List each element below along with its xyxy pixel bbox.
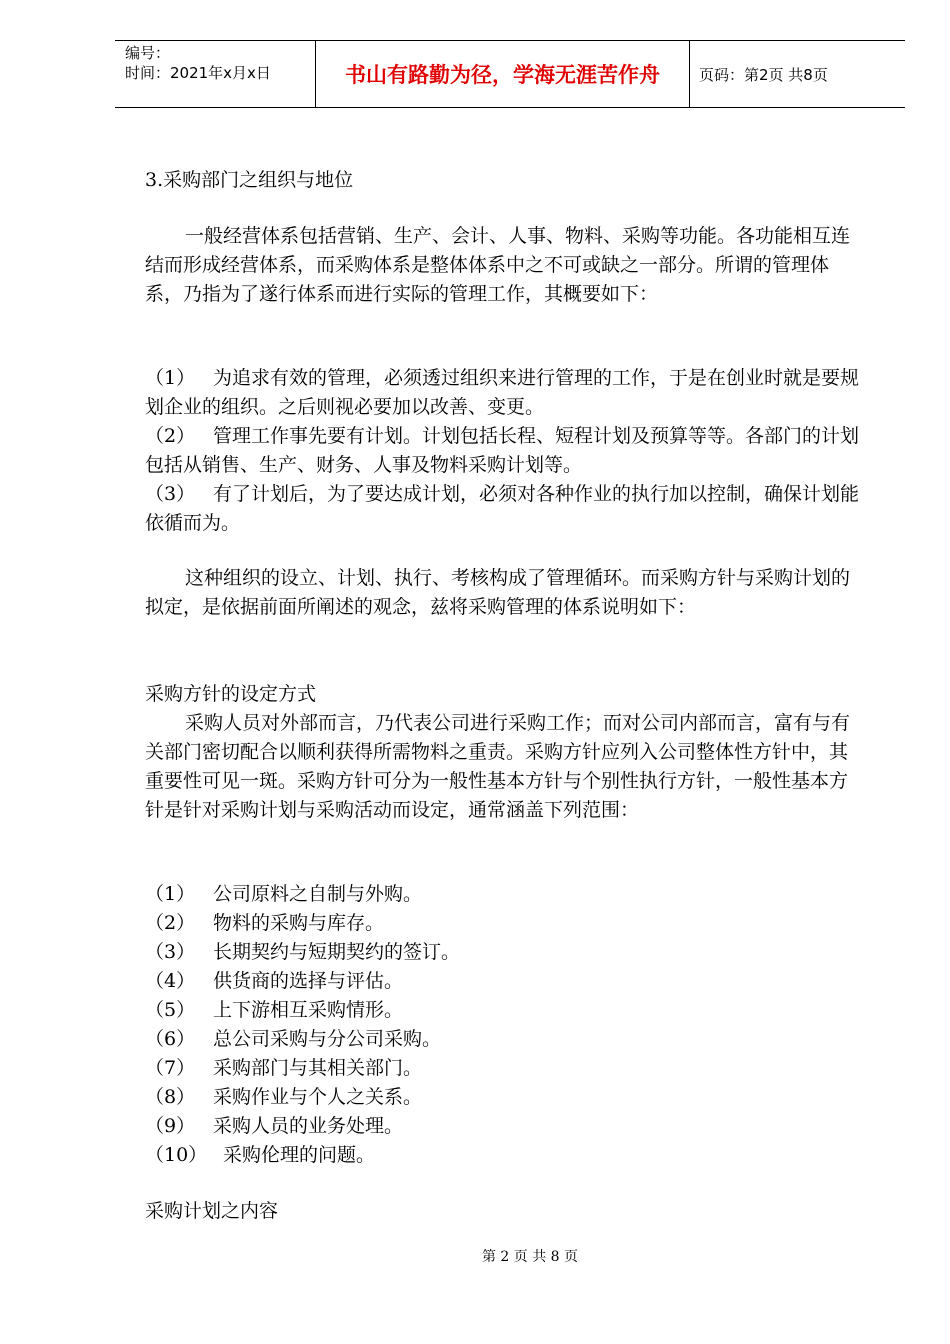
list-item	[145, 422, 865, 480]
list-item-number: （7）	[145, 1057, 196, 1079]
list-item-text: 物料的采购与库存。	[213, 912, 385, 934]
list-item	[145, 938, 865, 967]
list-item-text: 采购作业与个人之关系。	[213, 1086, 423, 1108]
list-item	[145, 1112, 865, 1141]
list-item-text: 供货商的选择与评估。	[213, 970, 404, 992]
list-item-text: 采购人员的业务处理。	[213, 1115, 404, 1137]
code-label: 编号：	[125, 44, 171, 62]
list-item-number: （1）	[145, 367, 196, 389]
list-item-number: （6）	[145, 1028, 196, 1050]
header-meta	[125, 43, 315, 83]
list-item	[145, 909, 865, 938]
list-item-text: 总公司采购与分公司采购。	[213, 1028, 442, 1050]
list-item-number: （2）	[145, 425, 196, 447]
list-item-number: （2）	[145, 912, 196, 934]
header-motto: 书山有路勤为径，学海无涯苦作舟	[345, 63, 660, 87]
list-item	[145, 967, 865, 996]
list-item-text: 采购伦理的问题。	[223, 1144, 376, 1166]
list-item-text: 管理工作事先要有计划。计划包括长程、短程计划及预算等等。各部门的计划包括从销售、生产、财务、人事及物料采购计划等。	[145, 425, 860, 476]
list-item-number: （3）	[145, 483, 196, 505]
list-item-number: （1）	[145, 883, 196, 905]
paragraph-policy: 采购人员对外部而言，乃代表公司进行采购工作；而对公司内部而言，富有与有关部门密切配合以顺利获得所需物料之重责。采购方针应列入公司整体性方针中，其重要性可见一斑。采购方针可分为一般性基本方针与个别性执行方针，一般性基本方针是针对采购计划与采购活动而设定，通常涵盖下列范围：	[145, 712, 851, 821]
list-item	[145, 1083, 865, 1112]
header-page-label: 页码：第2页 共8页	[699, 65, 828, 84]
section-title: 3.采购部门之组织与地位	[145, 169, 354, 191]
header-divider	[689, 41, 690, 107]
list-item-text: 上下游相互采购情形。	[213, 999, 404, 1021]
list-item	[145, 996, 865, 1025]
list-item-text: 采购部门与其相关部门。	[213, 1057, 423, 1079]
paragraph-intro: 一般经营体系包括营销、生产、会计、人事、物料、采购等功能。各功能相互连结而形成经营体系，而采购体系是整体体系中之不可或缺之一部分。所谓的管理体系，乃指为了遂行体系而进行实际的管理工作，其概要如下：	[145, 225, 851, 305]
list-item-number: （10）	[145, 1144, 208, 1166]
list-item-text: 有了计划后，为了要达成计划，必须对各种作业的执行加以控制，确保计划能依循而为。	[145, 483, 860, 534]
list-item-number: （5）	[145, 999, 196, 1021]
list-item-text: 长期契约与短期契约的签订。	[213, 941, 461, 963]
list-item	[145, 880, 865, 909]
subsection-title: 采购计划之内容	[145, 1200, 279, 1222]
subsection-title: 采购方针的设定方式	[145, 683, 317, 705]
list-item-text: 为追求有效的管理，必须透过组织来进行管理的工作，于是在创业时就是要规划企业的组织。之后则视必要加以改善、变更。	[145, 367, 860, 418]
list-item-number: （8）	[145, 1086, 196, 1108]
list-item	[145, 1054, 865, 1083]
page-footer: 第 2 页 共 8 页	[481, 1249, 579, 1265]
list-item-number: （3）	[145, 941, 196, 963]
list-item	[145, 364, 865, 422]
list-item-text: 公司原料之自制与外购。	[213, 883, 423, 905]
document-header	[115, 40, 905, 108]
paragraph-cycle: 这种组织的设立、计划、执行、考核构成了管理循环。而采购方针与采购计划的拟定，是依据前面所阐述的观念，兹将采购管理的体系说明如下：	[145, 567, 851, 618]
list-item-number: （9）	[145, 1115, 196, 1137]
list-item	[145, 1025, 865, 1054]
list-item-number: （4）	[145, 970, 196, 992]
list-item	[145, 480, 865, 538]
time-label: 时间：2021年x月x日	[125, 64, 271, 82]
list-item	[145, 1141, 865, 1170]
